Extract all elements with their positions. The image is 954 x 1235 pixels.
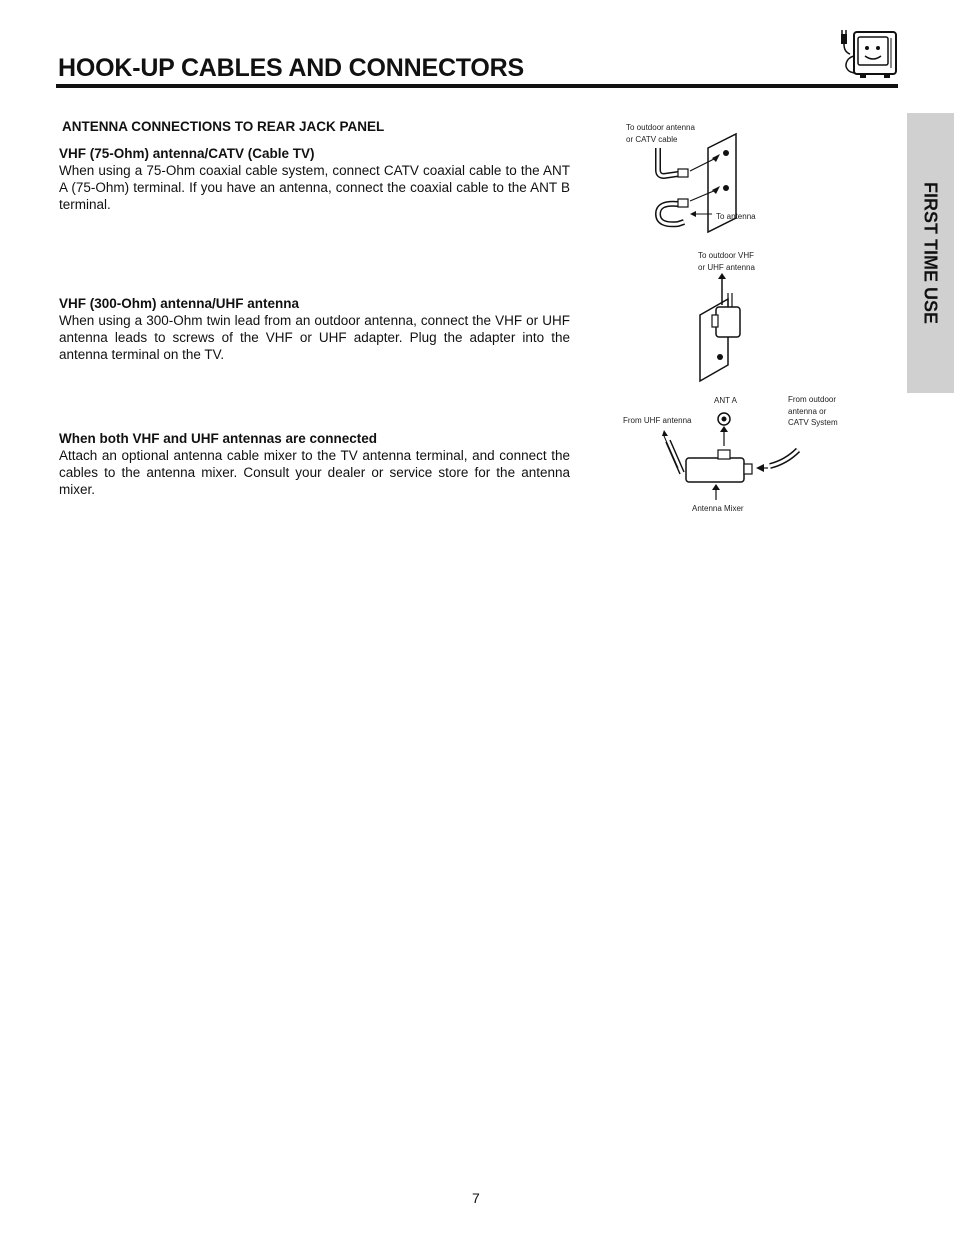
section-vhf-300-heading: VHF (300-Ohm) antenna/UHF antenna — [59, 296, 300, 311]
page-title: HOOK-UP CABLES AND CONNECTORS — [58, 54, 524, 82]
fig3-label-outdoor-1: From outdoor — [788, 395, 837, 404]
fig1-label-bottom: To antenna — [716, 212, 756, 221]
fig1-label-top-1: To outdoor antenna — [626, 123, 695, 132]
figure-antenna-mixer — [618, 388, 848, 518]
fig1-coax-cable-top — [658, 148, 678, 176]
fig3-label-outdoor-2: antenna or — [788, 407, 827, 416]
fig3-label-outdoor-3: CATV System — [788, 418, 838, 427]
fig3-label-mixer: Antenna Mixer — [692, 504, 744, 513]
section-vhf-75 — [59, 145, 570, 213]
section-vhf-75-heading: VHF (75-Ohm) antenna/CATV (Cable TV) — [59, 146, 315, 161]
page-number: 7 — [472, 1190, 480, 1206]
section-vhf-300-body: When using a 300-Ohm twin lead from an outdoor antenna, connect the VHF or UHF antenna leads to screws of the VHF or UHF adapter. Plug the adapter into the antenna terminal on the TV. — [59, 313, 570, 362]
side-tab-label: FIRST TIME USE — [920, 181, 941, 325]
figure-coax-connection — [620, 118, 770, 238]
section-both-heading: When both VHF and UHF antennas are connected — [59, 431, 378, 446]
fig2-label-1: To outdoor VHF — [698, 251, 755, 260]
tv-mascot-icon — [838, 28, 900, 80]
fig2-adapter — [716, 307, 740, 337]
fig2-label-2: or UHF antenna — [698, 263, 755, 272]
fig1-label-top-2: or CATV cable — [626, 135, 678, 144]
title-rule — [56, 84, 898, 88]
figure-300ohm-adapter — [690, 245, 770, 385]
section-vhf-300 — [59, 295, 570, 363]
fig3-label-ant-a: ANT A — [714, 396, 737, 405]
section-heading: ANTENNA CONNECTIONS TO REAR JACK PANEL — [62, 119, 385, 134]
side-tab — [907, 113, 954, 393]
section-both — [59, 430, 570, 498]
section-both-body: Attach an optional antenna cable mixer to the TV antenna terminal, and connect the cables to the antenna mixer. Consult your dealer or service store for the antenna mixer. — [59, 448, 570, 497]
section-vhf-75-body: When using a 75-Ohm coaxial cable system, connect CATV coaxial cable to the ANT A (75-Ohm) terminal. If you have an antenna, connect the coaxial cable to the ANT B terminal. — [59, 163, 570, 212]
fig3-label-from-uhf: From UHF antenna — [623, 416, 692, 425]
fig3-mixer-box — [686, 458, 744, 482]
